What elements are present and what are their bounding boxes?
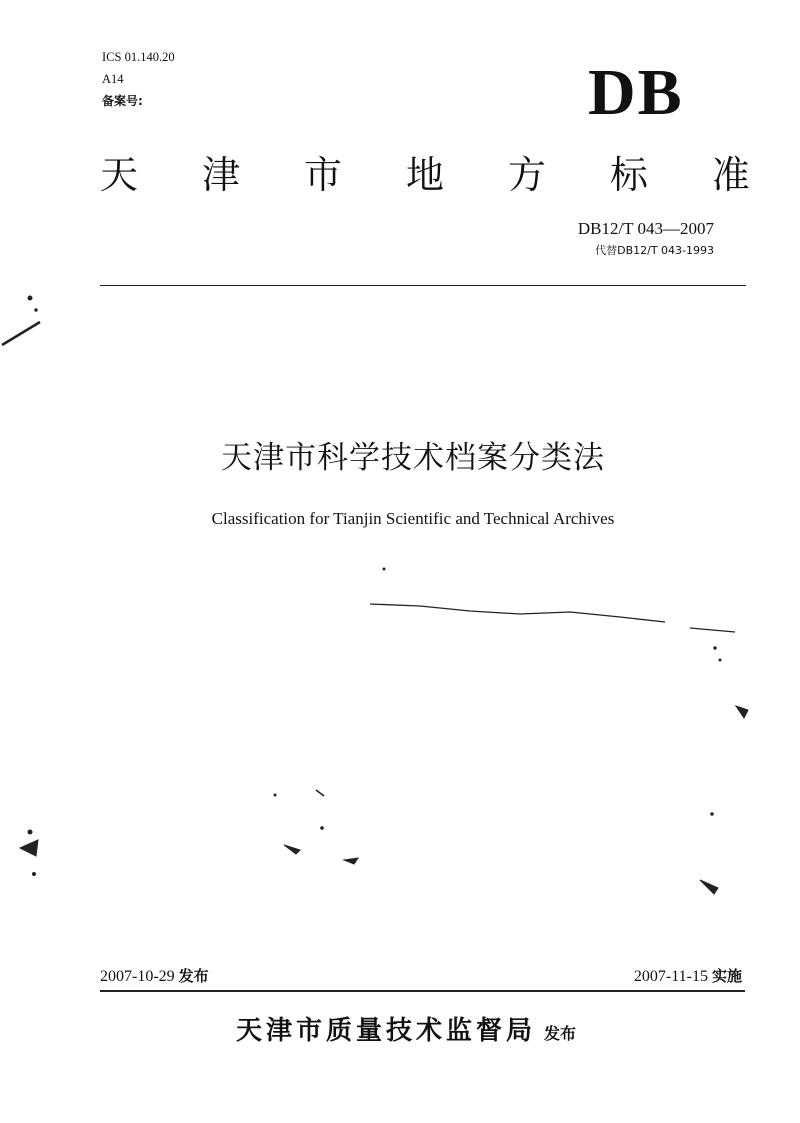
header-divider	[100, 285, 746, 286]
implementation-date-label: 实施	[711, 967, 742, 985]
classification-block	[102, 46, 175, 112]
implementation-date-value: 2007-11-15	[633, 968, 708, 985]
issue-date	[100, 966, 209, 987]
issue-date-label: 发布	[178, 967, 209, 985]
standard-type-char: 方	[507, 153, 546, 197]
standard-type-char: 标	[609, 153, 648, 197]
record-number-label: 备案号:	[102, 94, 143, 108]
standard-code: DB12/T 043—2007	[577, 219, 714, 238]
issuing-authority-suffix: 发布	[544, 1024, 577, 1043]
document-title: 天津市科学技术档案分类法	[221, 440, 605, 476]
standard-type-char: 地	[405, 153, 444, 197]
standard-type-char: 准	[711, 153, 750, 197]
issuing-authority-name: 天津市质量技术监督局	[235, 1016, 536, 1046]
category-code: A14	[102, 72, 124, 86]
replaces-standard: 代替DB12/T 043-1993	[595, 244, 714, 257]
document-title-english: Classification for Tianjin Scientific and Technical Archives	[211, 509, 615, 528]
issuing-authority	[0, 1010, 800, 1047]
standard-type-char: 津	[201, 153, 240, 197]
implementation-date	[634, 966, 742, 987]
ics-code: ICS 01.140.20	[102, 50, 175, 64]
standard-type-char: 市	[303, 153, 342, 197]
footer-divider	[100, 990, 745, 992]
issue-date-value: 2007-10-29	[100, 968, 175, 985]
standard-type-char: 天	[100, 153, 139, 197]
standard-type-title	[100, 150, 750, 200]
db-logo: DB	[588, 56, 684, 129]
